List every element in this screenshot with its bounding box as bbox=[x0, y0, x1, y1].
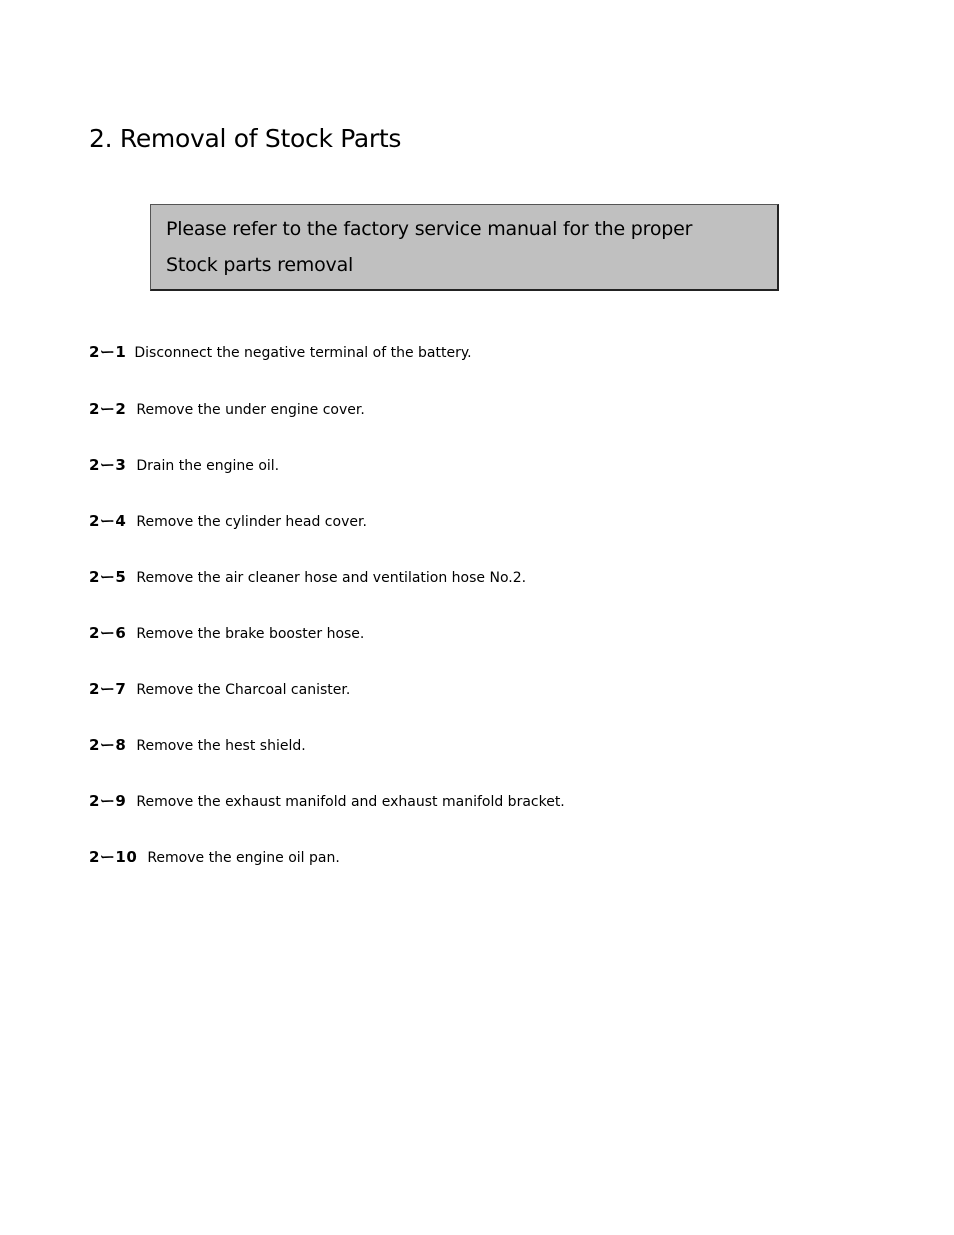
step-item bbox=[89, 566, 526, 587]
step-text: Drain the engine oil. bbox=[136, 458, 280, 474]
step-text: Remove the Charcoal canister. bbox=[136, 682, 351, 698]
step-number: 2ー10 bbox=[89, 848, 138, 866]
step-text: Remove the exhaust manifold and exhaust manifold bracket. bbox=[136, 794, 565, 810]
step-item bbox=[89, 678, 350, 699]
step-number: 2ー9 bbox=[89, 792, 127, 810]
step-text: Remove the cylinder head cover. bbox=[136, 514, 367, 530]
step-text: Remove the under engine cover. bbox=[136, 402, 365, 418]
step-item bbox=[89, 454, 279, 475]
step-text: Remove the engine oil pan. bbox=[147, 850, 340, 866]
step-item bbox=[89, 398, 365, 419]
page-title: 2. Removal of Stock Parts bbox=[89, 124, 402, 153]
step-number: 2ー1 bbox=[89, 343, 127, 361]
step-number: 2ー2 bbox=[89, 400, 127, 418]
step-number: 2ー7 bbox=[89, 680, 127, 698]
note-line-2: Stock parts removal bbox=[166, 254, 354, 276]
step-number: 2ー6 bbox=[89, 624, 127, 642]
step-item bbox=[89, 790, 565, 811]
step-number: 2ー5 bbox=[89, 568, 127, 586]
step-item bbox=[89, 341, 472, 362]
note-line-1: Please refer to the factory service manual for the proper bbox=[166, 218, 693, 240]
step-number: 2ー8 bbox=[89, 736, 127, 754]
step-item bbox=[89, 510, 367, 531]
step-item bbox=[89, 734, 306, 755]
step-text: Remove the air cleaner hose and ventilation hose No.2. bbox=[136, 570, 527, 586]
step-number: 2ー4 bbox=[89, 512, 127, 530]
step-text: Remove the brake booster hose. bbox=[136, 626, 365, 642]
step-text: Disconnect the negative terminal of the battery. bbox=[134, 345, 472, 361]
step-number: 2ー3 bbox=[89, 456, 127, 474]
step-item bbox=[89, 846, 340, 867]
step-item bbox=[89, 622, 364, 643]
note-box bbox=[150, 204, 779, 291]
step-text: Remove the hest shield. bbox=[136, 738, 306, 754]
